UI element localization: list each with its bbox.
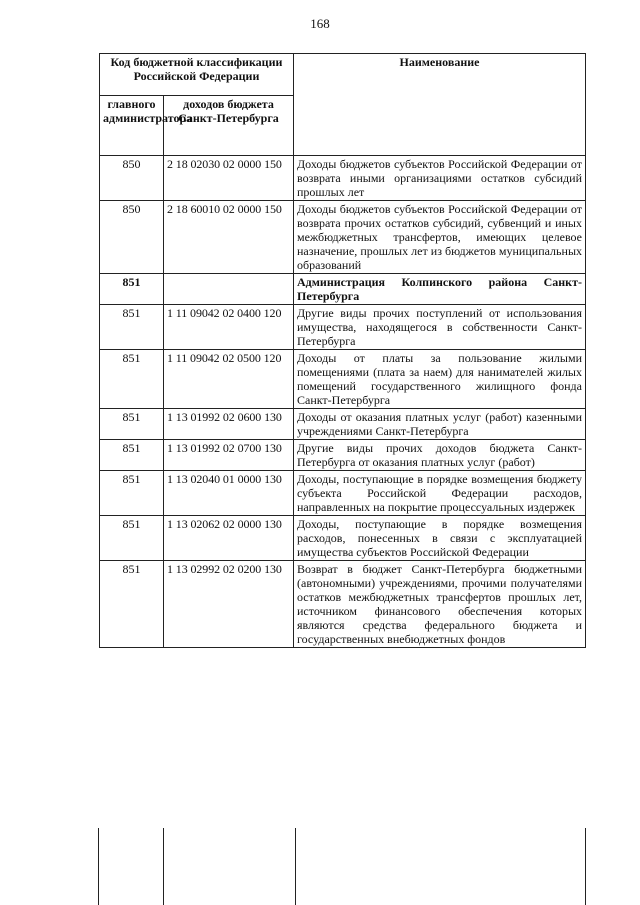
admin-code-cell: 851 xyxy=(100,350,164,409)
name-cell: Доходы бюджетов субъектов Российской Федерации от возврата иными организациями остатков субсидий прошлых лет xyxy=(294,156,586,201)
admin-column-header: главного администратора xyxy=(100,96,164,156)
name-cell: Администрация Колпинского района Санкт-Петербурга xyxy=(294,274,586,305)
table-row xyxy=(100,274,586,305)
admin-code-cell: 850 xyxy=(100,156,164,201)
table-row xyxy=(100,440,586,471)
name-cell: Доходы от платы за пользование жилыми помещениями (плата за наем) для нанимателей жилых помещений государственного жилищного фонда Санкт-Петербурга xyxy=(294,350,586,409)
admin-code-cell: 851 xyxy=(100,561,164,648)
admin-code-cell: 851 xyxy=(100,440,164,471)
code-group-header: Код бюджетной классификации Российской Федерации xyxy=(100,54,294,96)
income-code-cell xyxy=(164,274,294,305)
name-cell: Доходы от оказания платных услуг (работ) казенными учреждениями Санкт-Петербурга xyxy=(294,409,586,440)
budget-classification-table xyxy=(99,53,586,648)
name-column-header: Наименование xyxy=(294,54,586,156)
admin-code-cell: 851 xyxy=(100,471,164,516)
name-cell: Доходы, поступающие в порядке возмещения расходов, понесенных в связи с эксплуатацией имущества субъектов Российской Федерации xyxy=(294,516,586,561)
income-code-cell: 1 13 02992 02 0200 130 xyxy=(164,561,294,648)
name-cell: Доходы, поступающие в порядке возмещения бюджету субъекта Российской Федерации расходов, направленных на покрытие процессуальных издержек xyxy=(294,471,586,516)
table-continuation-line xyxy=(163,828,164,905)
admin-code-cell: 851 xyxy=(100,305,164,350)
table-body xyxy=(100,156,586,648)
income-code-cell: 2 18 02030 02 0000 150 xyxy=(164,156,294,201)
income-code-cell: 1 11 09042 02 0500 120 xyxy=(164,350,294,409)
table-row xyxy=(100,561,586,648)
income-code-cell: 1 11 09042 02 0400 120 xyxy=(164,305,294,350)
name-cell: Другие виды прочих поступлений от использования имущества, находящегося в собственности Санкт-Петербурга xyxy=(294,305,586,350)
income-code-cell: 1 13 02040 01 0000 130 xyxy=(164,471,294,516)
income-column-header: доходов бюджета Санкт-Петербурга xyxy=(164,96,294,156)
table-continuation-line xyxy=(585,828,586,905)
table-row xyxy=(100,305,586,350)
table-row xyxy=(100,471,586,516)
admin-code-cell: 851 xyxy=(100,274,164,305)
name-cell: Другие виды прочих доходов бюджета Санкт-Петербурга от оказания платных услуг (работ) xyxy=(294,440,586,471)
income-code-cell: 1 13 02062 02 0000 130 xyxy=(164,516,294,561)
income-code-cell: 2 18 60010 02 0000 150 xyxy=(164,201,294,274)
admin-code-cell: 851 xyxy=(100,516,164,561)
table-continuation-line xyxy=(295,828,296,905)
table-row xyxy=(100,350,586,409)
income-code-cell: 1 13 01992 02 0600 130 xyxy=(164,409,294,440)
admin-code-cell: 850 xyxy=(100,201,164,274)
income-code-cell: 1 13 01992 02 0700 130 xyxy=(164,440,294,471)
table-row xyxy=(100,516,586,561)
table-row xyxy=(100,201,586,274)
table-continuation-line xyxy=(98,828,99,905)
page-number: 168 xyxy=(310,16,330,31)
name-cell: Доходы бюджетов субъектов Российской Федерации от возврата прочих остатков субсидий, субвенций и иных межбюджетных трансфертов, имеющих целевое назначение, прошлых лет из бюджетов муниципальных образований xyxy=(294,201,586,274)
name-cell: Возврат в бюджет Санкт-Петербурга бюджетными (автономными) учреждениями, прочими получателями остатков межбюджетных трансфертов прошлых лет, источником финансового обеспечения которых являются средства федерального бюджета и государственных внебюджетных фондов xyxy=(294,561,586,648)
admin-code-cell: 851 xyxy=(100,409,164,440)
table-row xyxy=(100,156,586,201)
table-row xyxy=(100,409,586,440)
